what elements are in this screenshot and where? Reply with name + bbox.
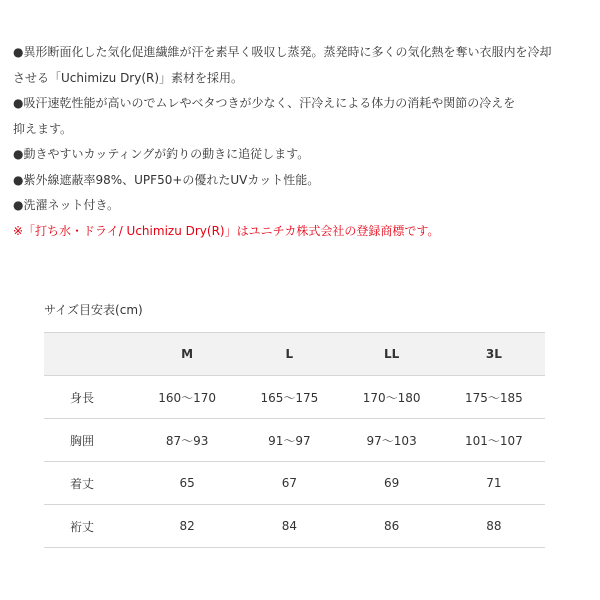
size-header-3l: 3L bbox=[443, 333, 545, 376]
table-cell: 101〜107 bbox=[443, 419, 545, 462]
table-row-chest bbox=[44, 419, 545, 462]
description-line: ●紫外線遮蔽率98%、UPF50+の優れたUVカット性能。 bbox=[13, 172, 320, 187]
table-row-length bbox=[44, 462, 545, 505]
description-line: させる「Uchimizu Dry(R)」素材を採用。 bbox=[13, 70, 244, 85]
description-line: ●動きやすいカッティングが釣りの動きに追従します。 bbox=[13, 147, 310, 161]
description-line: ●異形断面化した気化促進繊維が汗を素早く吸収し蒸発。蒸発時に多くの気化熱を奪い衣服内を冷却 bbox=[13, 45, 552, 59]
size-header-ll: LL bbox=[341, 333, 443, 376]
table-row-height bbox=[44, 376, 545, 419]
table-cell: 87〜93 bbox=[136, 419, 238, 462]
table-cell: 84 bbox=[238, 505, 340, 548]
table-cell: 65 bbox=[136, 462, 238, 505]
table-cell: 69 bbox=[341, 462, 443, 505]
table-cell: 88 bbox=[443, 505, 545, 548]
table-cell: 86 bbox=[341, 505, 443, 548]
table-cell: 165〜175 bbox=[238, 376, 340, 419]
table-cell: 82 bbox=[136, 505, 238, 548]
trademark-notice: ※「打ち水・ドライ/ Uchimizu Dry(R)」はユニチカ株式会社の登録商標です。 bbox=[13, 223, 440, 238]
size-header-l: L bbox=[238, 333, 340, 376]
row-label: 着丈 bbox=[44, 462, 136, 505]
header-corner-cell bbox=[44, 333, 136, 376]
product-description bbox=[13, 40, 593, 244]
table-row-sleeve bbox=[44, 505, 545, 548]
size-table-caption: サイズ目安表(cm) bbox=[44, 303, 143, 317]
row-label: 身長 bbox=[44, 376, 136, 419]
description-line: ●吸汗速乾性能が高いのでムレやベタつきが少なく、汗冷えによる体力の消耗や関節の冷えを bbox=[13, 96, 516, 110]
row-label: 胸囲 bbox=[44, 419, 136, 462]
description-line: 抑えます。 bbox=[13, 121, 73, 136]
table-cell: 91〜97 bbox=[238, 419, 340, 462]
table-cell: 160〜170 bbox=[136, 376, 238, 419]
row-label: 裄丈 bbox=[44, 505, 136, 548]
table-cell: 175〜185 bbox=[443, 376, 545, 419]
table-cell: 170〜180 bbox=[341, 376, 443, 419]
description-line: ●洗濯ネット付き。 bbox=[13, 198, 119, 212]
table-cell: 97〜103 bbox=[341, 419, 443, 462]
size-table bbox=[44, 332, 545, 548]
size-header-m: M bbox=[136, 333, 238, 376]
size-table-header-row bbox=[44, 333, 545, 376]
table-cell: 67 bbox=[238, 462, 340, 505]
table-cell: 71 bbox=[443, 462, 545, 505]
